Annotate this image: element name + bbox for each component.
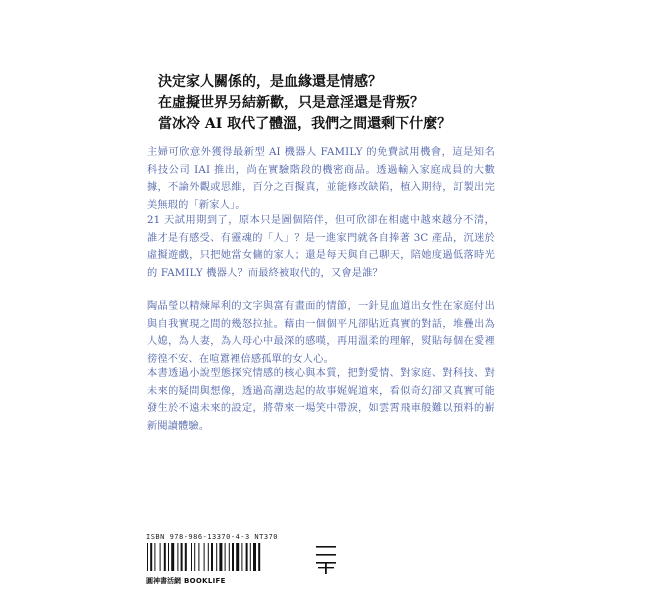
barcode-bar <box>177 543 178 571</box>
isbn-label: ISBN 978-986-13370-4-3 NT370 <box>146 533 279 541</box>
barcode-bar <box>250 543 251 571</box>
barcode-bar <box>147 543 148 571</box>
barcode-bar <box>204 543 205 571</box>
barcode-bar <box>219 543 222 571</box>
barcode-bar <box>171 543 174 571</box>
publisher-name-en: BOOKLIFE <box>184 577 226 585</box>
barcode-bar <box>236 543 239 571</box>
headline-line-3: 當冰冷 AI 取代了體溫，我們之間還剩下什麼？ <box>158 116 452 132</box>
barcode-bar <box>211 543 213 571</box>
publisher-name-zh: 圓神書活網 <box>146 577 181 585</box>
synopsis-paragraph-1: 主婦可欣意外獲得最新型 AI 機器人 FAMILY 的免費試用機會，這是知名科技公司 IAI 推出，尚在實驗階段的機密商品。透過輸入家庭成員的大數據，不論外觀或思維，百分之百擬真，並能修改缺陷，植入期待，訂製出完美無瑕的「新家人」。 <box>147 147 495 211</box>
synopsis-paragraph-2: 21 天試用期到了，原本只是圖個陪伴，但可欣卻在相處中越來越分不清，誰才是有感受、有靈魂的「人」？是一進家門就各自捧著 3C 產品，沉迷於虛擬遊戲，只把她當女傭的家人；還是每天與自己聊天，陪她度過低落時光的 FAMILY 機器人？而最終被取代的，又會是誰？ <box>147 215 495 279</box>
barcode-bar <box>258 543 260 571</box>
synopsis-paragraph-4: 本書透過小說型態探究情感的核心與本質，把對愛情、對家庭、對科技、對未來的疑問與想像，透過高潮迭起的故事娓娓道來，看似奇幻卻又真實可能發生於不遠未來的設定，將帶來一場笑中帶淚，如雲霄飛車般難以預料的嶄新閱讀體驗。 <box>147 368 495 432</box>
barcode-bar <box>241 543 242 571</box>
barcode-bar <box>168 543 169 571</box>
barcode-bar <box>208 543 209 571</box>
barcode-bar <box>216 543 217 571</box>
barcode-bar <box>232 543 234 571</box>
barcode-bar <box>253 543 256 571</box>
headline-block <box>158 72 498 135</box>
barcode-bar <box>198 543 199 571</box>
headline-line-1: 決定家人關係的，是血緣還是情感？ <box>158 74 382 90</box>
barcode-bar <box>191 543 192 571</box>
barcode-bar <box>194 543 195 571</box>
barcode-bar <box>246 543 248 571</box>
publisher-logo <box>146 576 226 586</box>
barcode-bar <box>225 543 226 571</box>
barcode-bar <box>164 543 166 571</box>
barcode-bar <box>181 543 183 571</box>
headline-line-2: 在虛擬世界另結新歡，只是意淫還是背叛？ <box>158 95 424 111</box>
synopsis-paragraph-3: 陶晶瑩以精煉犀利的文字與富有畫面的情節，一針見血道出女性在家庭付出與自我實現之間的幾怒拉扯。藉由一個個平凡卻貼近真實的對話，堆疊出為人媳，為人妻，為人母心中最深的感嘆，再用溫柔的理解，熨貼每個在愛裡徬徨不安、在喧囂裡倍感孤單的女人心。 <box>147 301 495 365</box>
price-mark-icon <box>314 544 338 576</box>
barcode-bar <box>154 543 155 571</box>
barcode-icon <box>146 543 294 571</box>
barcode-bar <box>185 543 187 571</box>
barcode-bar <box>160 543 161 571</box>
barcode-bar <box>229 543 230 571</box>
barcode-bar <box>150 543 152 571</box>
